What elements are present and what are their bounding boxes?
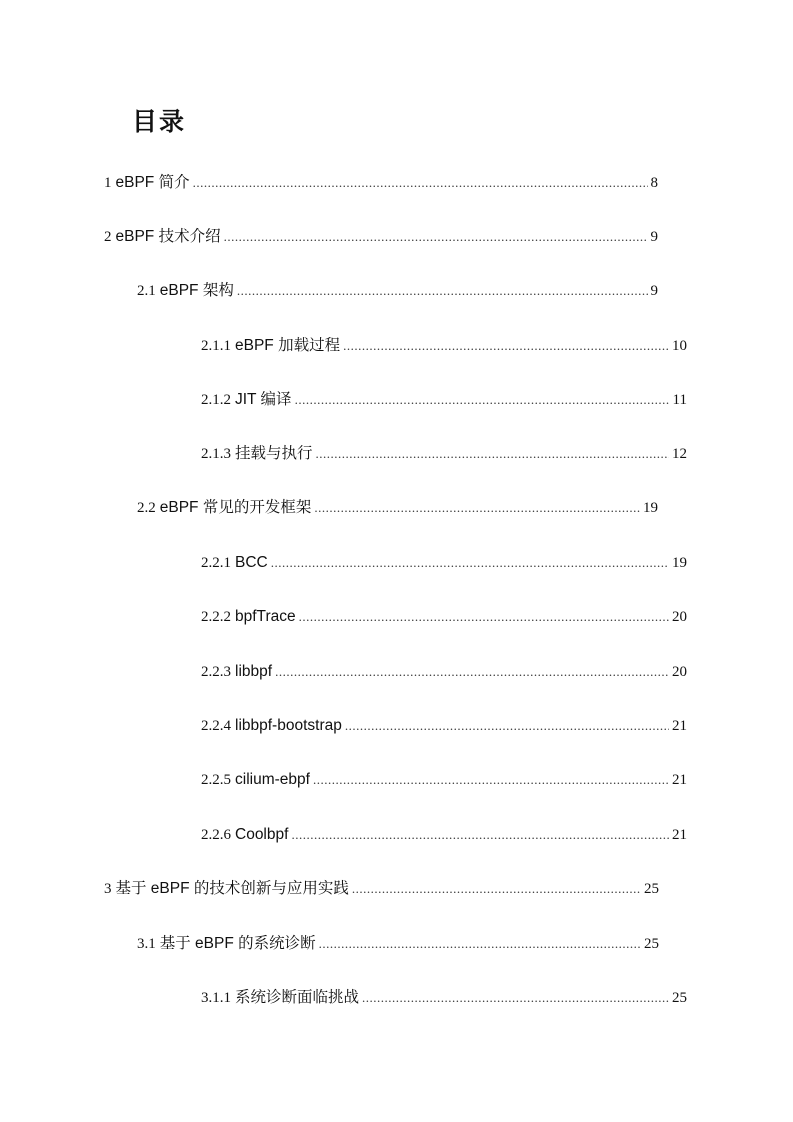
- toc-entry-page: 25: [644, 936, 659, 952]
- toc-entry-label: eBPF 加载过程: [235, 337, 341, 354]
- toc-leader-dots: [295, 389, 670, 411]
- toc-title: 目录: [132, 108, 187, 136]
- toc-entry-label: cilium-ebpf: [235, 771, 310, 788]
- toc-entry-number: 2.2.6: [201, 827, 231, 843]
- toc-entry-number: 2.2.3: [201, 664, 231, 680]
- toc-entry-label: 系统诊断面临挑战: [235, 989, 360, 1006]
- toc-leader-dots: [352, 878, 641, 900]
- toc-entry-number: 2.1.3: [201, 446, 231, 462]
- toc-leader-dots: [314, 497, 640, 519]
- toc-entry-number: 3.1: [137, 936, 156, 952]
- toc-entry[interactable]: [201, 335, 687, 357]
- toc-entry[interactable]: [201, 606, 687, 628]
- toc-leader-dots: [237, 280, 648, 302]
- toc-entry[interactable]: [137, 933, 659, 955]
- toc-entry[interactable]: [201, 661, 687, 683]
- toc-entry[interactable]: [201, 389, 687, 411]
- toc-leader-dots: [291, 824, 669, 846]
- toc-leader-dots: [362, 987, 669, 1009]
- toc-entry-label: eBPF 常见的开发框架: [159, 499, 312, 516]
- toc-entry-label: 基于 eBPF 的系统诊断: [159, 935, 316, 952]
- toc-entry-number: 2.2: [137, 500, 156, 516]
- toc-entry-label: libbpf-bootstrap: [235, 717, 342, 734]
- toc-entry-label: 挂载与执行: [235, 445, 313, 462]
- toc-entry-number: 3: [104, 881, 112, 897]
- toc-entry-page: 19: [643, 500, 658, 516]
- toc-entry-number: 3.1.1: [201, 990, 231, 1006]
- toc-entry-page: 21: [672, 827, 687, 843]
- toc-leader-dots: [275, 661, 669, 683]
- toc-entry-label: eBPF 简介: [115, 174, 190, 191]
- toc-entry[interactable]: [201, 824, 687, 846]
- toc-entry-label: eBPF 技术介绍: [115, 228, 221, 245]
- toc-entry[interactable]: [201, 715, 687, 737]
- toc-entry[interactable]: [201, 987, 687, 1009]
- toc-entry-label: 基于 eBPF 的技术创新与应用实践: [115, 880, 349, 897]
- toc-entry[interactable]: [201, 769, 687, 791]
- toc-entry-label: BCC: [235, 554, 268, 571]
- toc-entry-page: 19: [672, 555, 687, 571]
- toc-entry-number: 2: [104, 229, 112, 245]
- toc-entry[interactable]: [137, 497, 658, 519]
- toc-leader-dots: [224, 226, 648, 248]
- toc-entry-label: Coolbpf: [235, 826, 289, 843]
- toc-entry-page: 11: [672, 392, 687, 408]
- toc-entry-number: 2.2.2: [201, 609, 231, 625]
- toc-entry-page: 21: [672, 772, 687, 788]
- toc-entry-page: 8: [650, 175, 658, 191]
- toc-entry-number: 2.2.4: [201, 718, 231, 734]
- toc-entry-number: 2.2.5: [201, 772, 231, 788]
- toc-entry[interactable]: [104, 226, 658, 248]
- toc-entry[interactable]: [201, 443, 687, 465]
- toc-entry-page: 20: [672, 609, 687, 625]
- toc-entry[interactable]: [104, 172, 658, 194]
- toc-entry-number: 2.1.1: [201, 338, 231, 354]
- toc-leader-dots: [193, 172, 648, 194]
- toc-entry-label: eBPF 架构: [159, 282, 234, 299]
- toc-entry-page: 10: [672, 338, 687, 354]
- toc-leader-dots: [271, 552, 669, 574]
- toc-leader-dots: [319, 933, 641, 955]
- toc-entry-page: 25: [644, 881, 659, 897]
- toc-leader-dots: [343, 335, 669, 357]
- toc-entry-page: 25: [672, 990, 687, 1006]
- toc-entry-label: JIT 编译: [235, 391, 292, 408]
- toc-entry-number: 2.1: [137, 283, 156, 299]
- toc-entry-label: bpfTrace: [235, 608, 296, 625]
- toc-leader-dots: [299, 606, 669, 628]
- toc-entry[interactable]: [137, 280, 658, 302]
- toc-entry-number: 2.1.2: [201, 392, 231, 408]
- toc-entry[interactable]: [201, 552, 687, 574]
- toc-entry-page: 9: [650, 229, 658, 245]
- toc-entry-number: 2.2.1: [201, 555, 231, 571]
- toc-leader-dots: [316, 443, 669, 465]
- toc-leader-dots: [313, 769, 669, 791]
- toc-entry-page: 12: [672, 446, 687, 462]
- toc-leader-dots: [345, 715, 669, 737]
- toc-entry-number: 1: [104, 175, 112, 191]
- toc-entry-page: 20: [672, 664, 687, 680]
- toc-entry-page: 21: [672, 718, 687, 734]
- toc-entry[interactable]: [104, 878, 659, 900]
- toc-entry-page: 9: [650, 283, 658, 299]
- toc-entry-label: libbpf: [235, 663, 273, 680]
